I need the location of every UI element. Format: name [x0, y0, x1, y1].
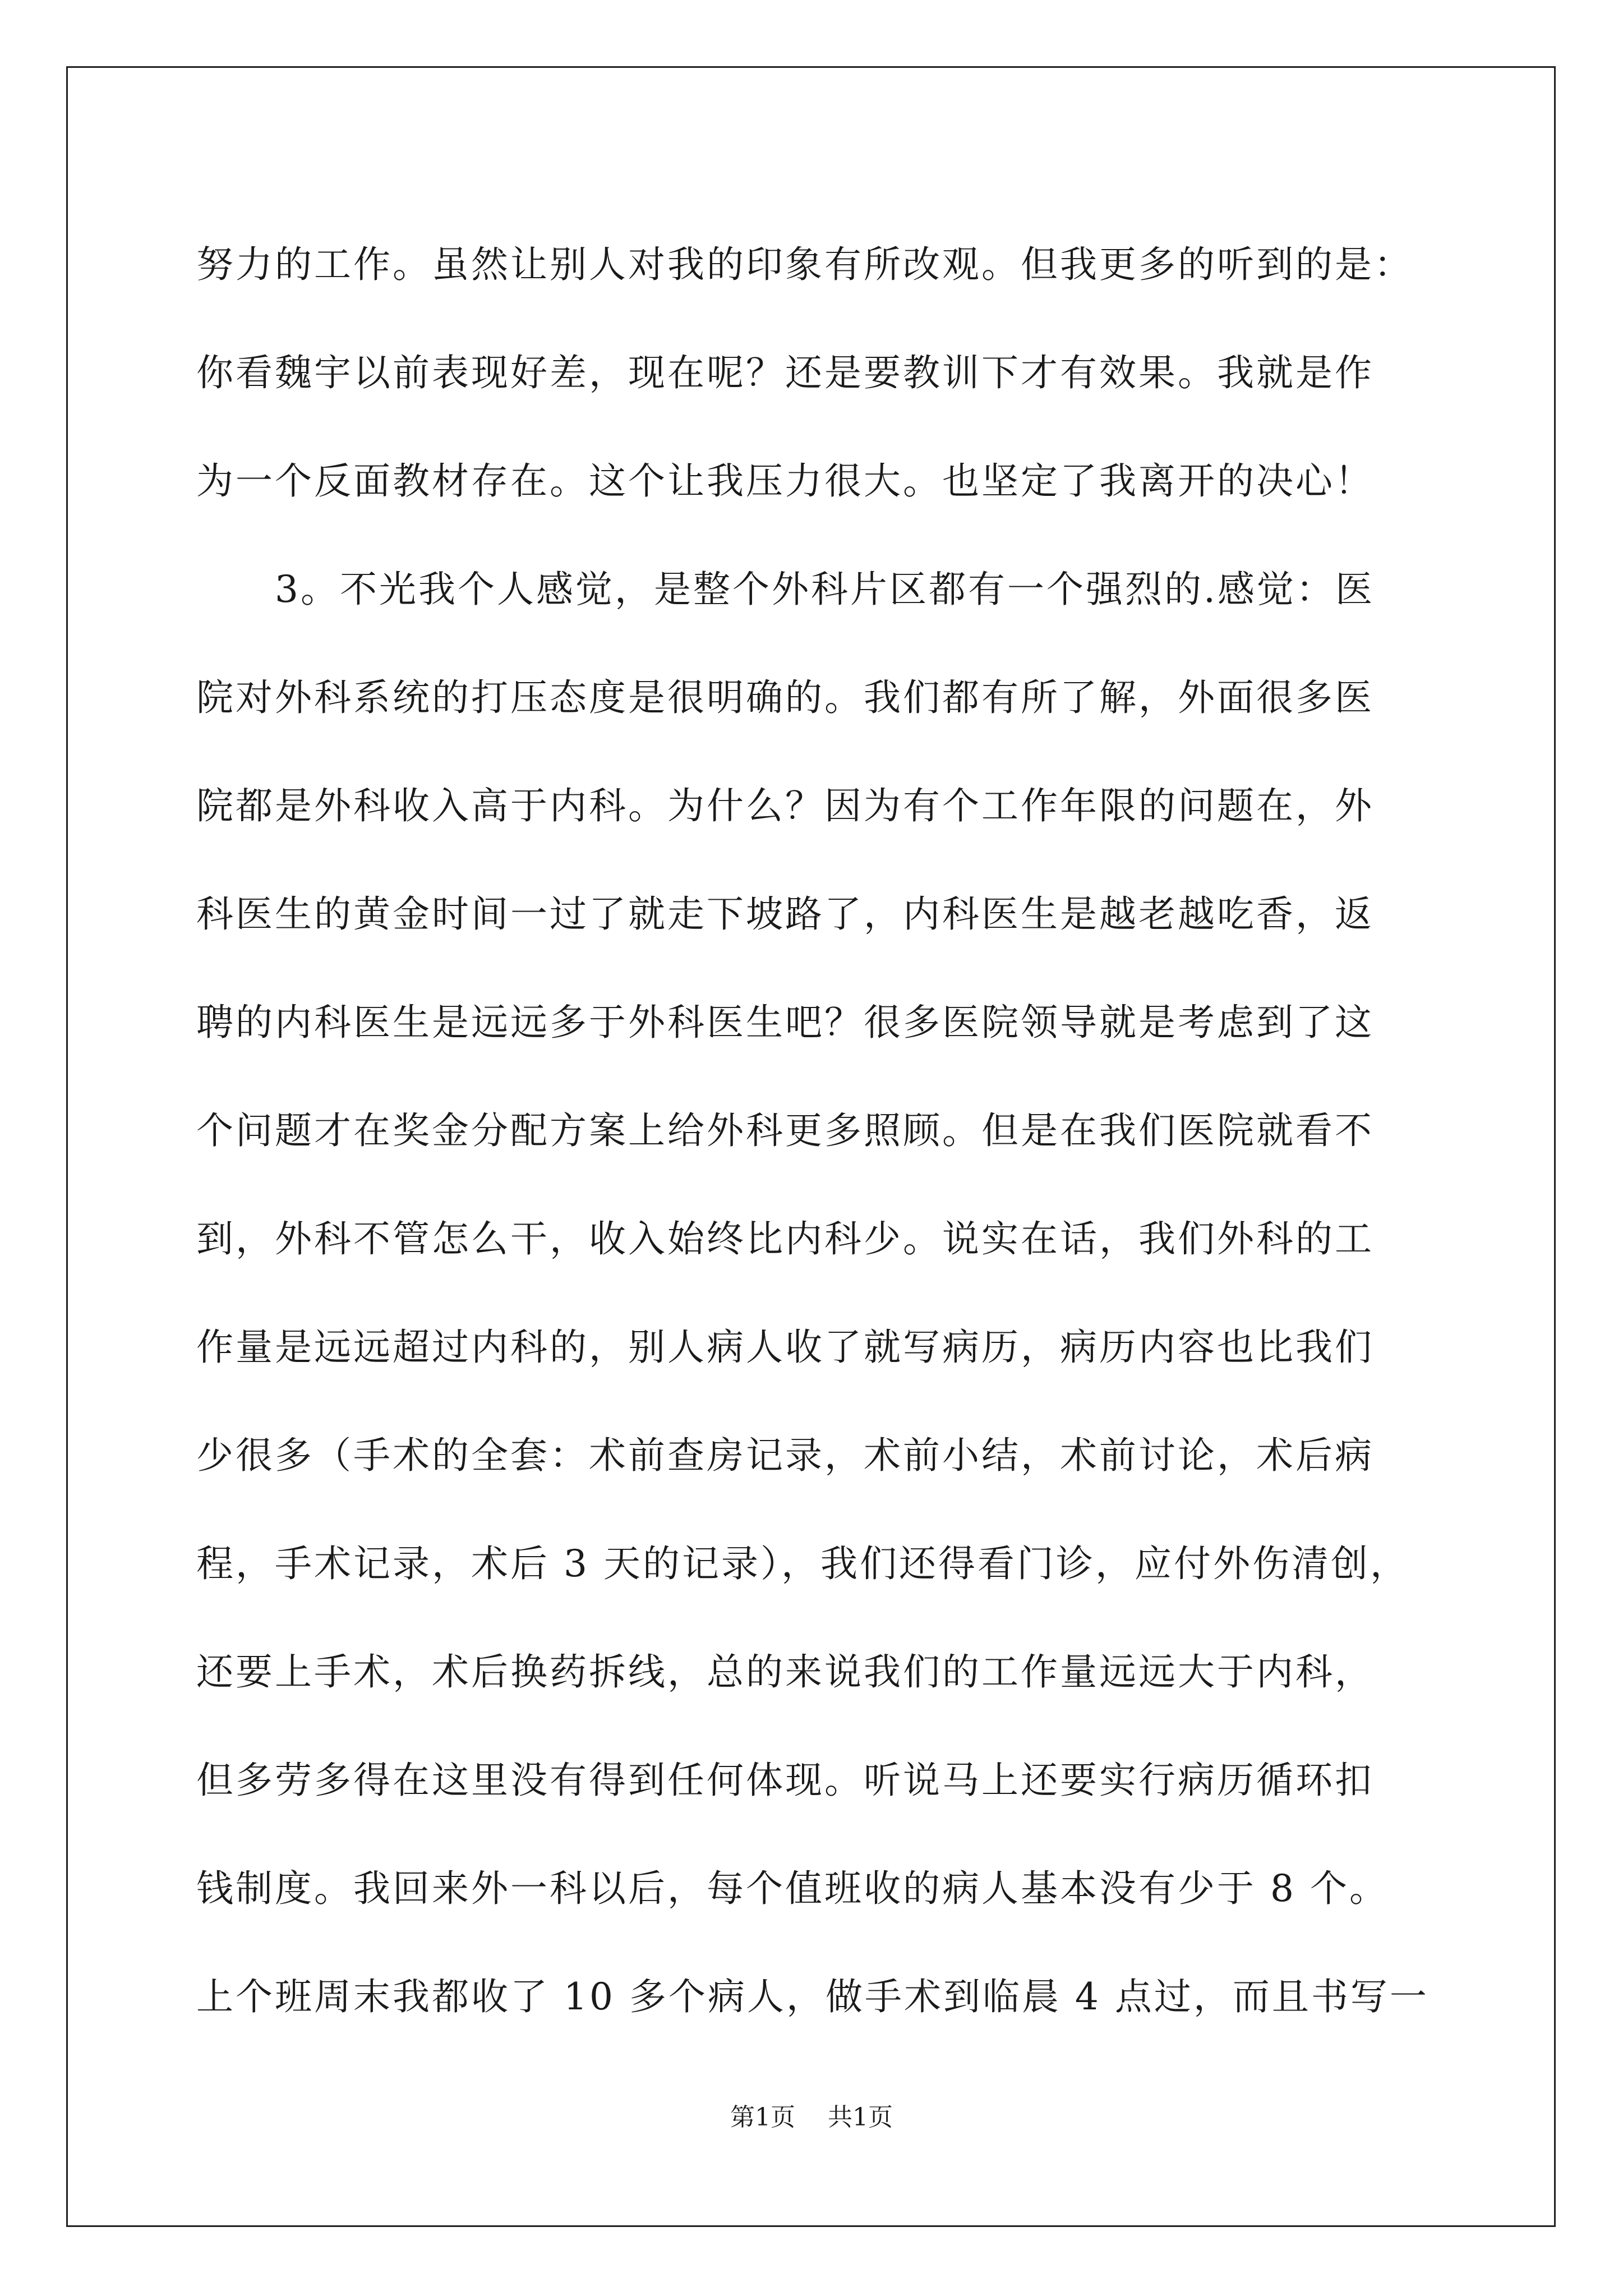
document-body [196, 210, 1458, 2051]
text-line: 程，手术记录，术后 3 天的记录），我们还得看门诊，应付外伤清创， [196, 1542, 1409, 1585]
text-line: 3。不光我个人感觉，是整个外科片区都有一个强烈的.感觉：医 [196, 568, 1375, 611]
text-line: 你看魏宇以前表现好差，现在呢？还是要教训下才有效果。我就是作 [196, 351, 1374, 394]
text-line: 到，外科不管怎么干，收入始终比内科少。说实在话，我们外科的工 [196, 1217, 1374, 1260]
text-line: 个问题才在奖金分配方案上给外科更多照顾。但是在我们医院就看不 [196, 1109, 1374, 1152]
text-line: 院都是外科收入高于内科。为什么？因为有个工作年限的问题在，外 [196, 784, 1374, 827]
text-line: 科医生的黄金时间一过了就走下坡路了，内科医生是越老越吃香，返 [196, 892, 1374, 936]
text-line: 努力的工作。虽然让别人对我的印象有所改观。但我更多的听到的是： [196, 243, 1413, 286]
text-line: 还要上手术，术后换药拆线，总的来说我们的工作量远远大于内科， [196, 1650, 1374, 1694]
page-number: 第1页 [730, 2103, 795, 2132]
page-total: 共1页 [828, 2103, 893, 2132]
text-line: 但多劳多得在这里没有得到任何体现。听说马上还要实行病历循环扣 [196, 1759, 1374, 1802]
text-line: 上个班周末我都收了 10 多个病人，做手术到临晨 4 点过，而且书写一 [196, 1975, 1429, 2018]
text-line: 聘的内科医生是远远多于外科医生吧？很多医院领导就是考虑到了这 [196, 1001, 1374, 1044]
text-line: 少很多（手术的全套：术前查房记录，术前小结，术前讨论，术后病 [196, 1434, 1374, 1477]
text-line: 作量是远远超过内科的，别人病人收了就写病历，病历内容也比我们 [196, 1326, 1374, 1369]
text-line: 院对外科系统的打压态度是很明确的。我们都有所了解，外面很多医 [196, 676, 1374, 719]
page-footer [0, 2101, 1623, 2134]
text-line: 为一个反面教材存在。这个让我压力很大。也坚定了我离开的决心！ [196, 459, 1374, 503]
text-line: 钱制度。我回来外一科以后，每个值班收的病人基本没有少于 8 个。 [196, 1867, 1389, 1910]
